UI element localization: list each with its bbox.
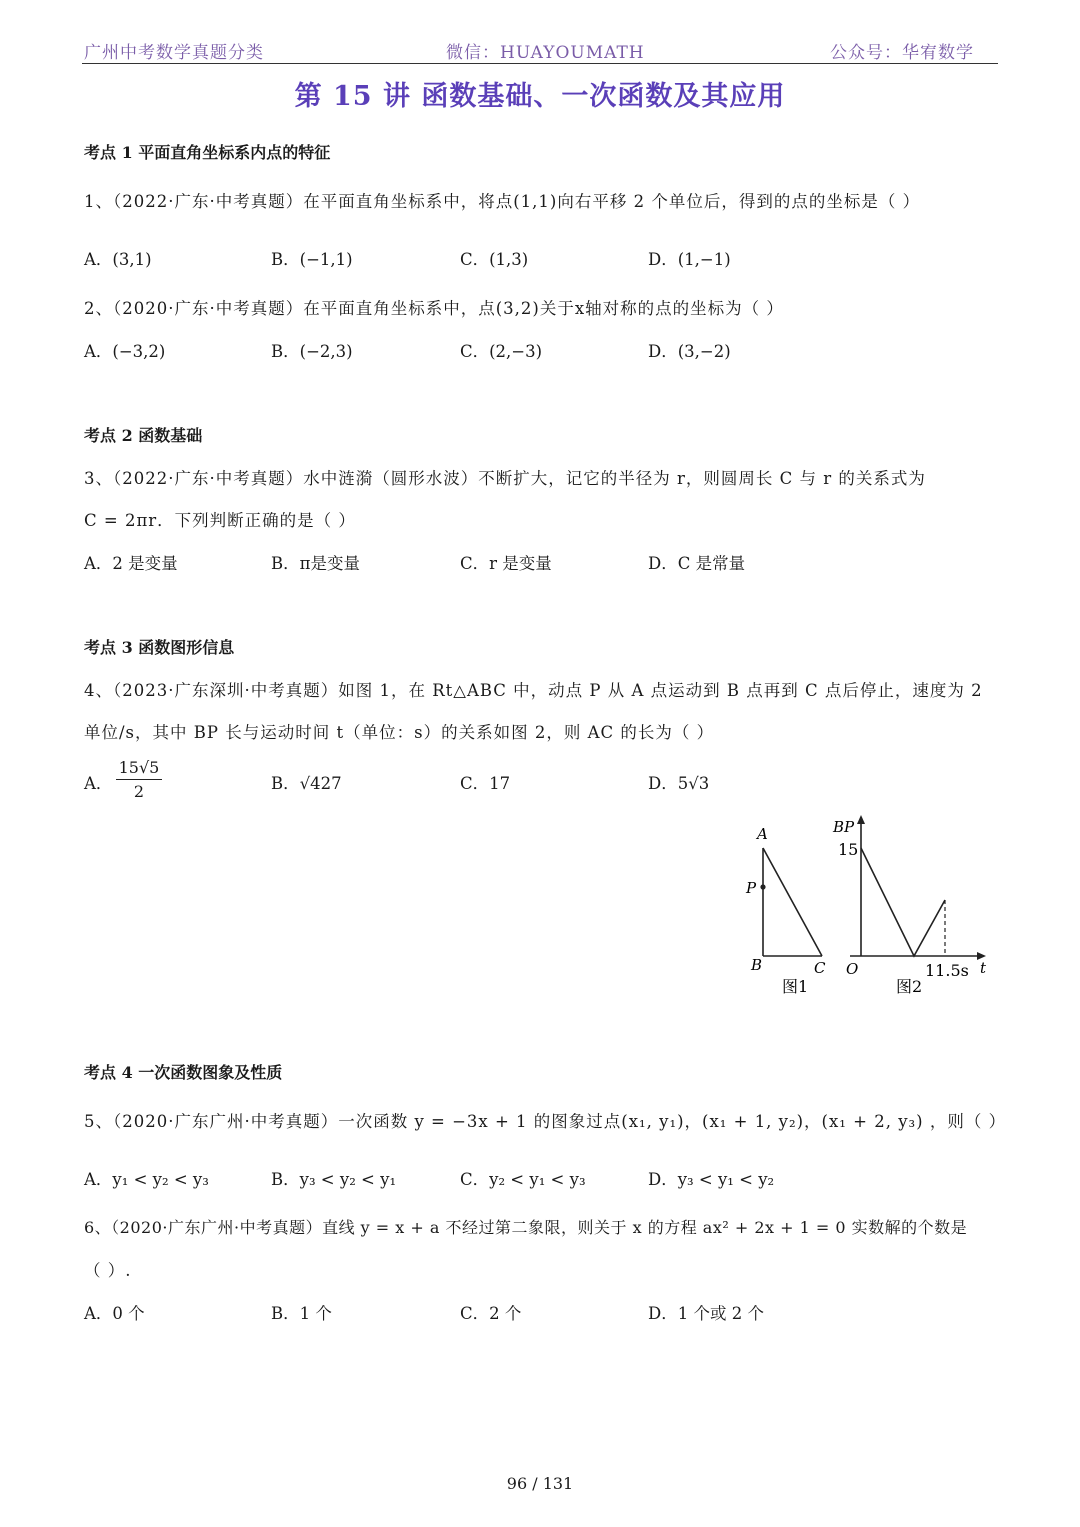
q5-option-d: D．y₃ < y₁ < y₂ (648, 1170, 775, 1189)
q6-option-b: B．1 个 (271, 1304, 332, 1323)
label-15: 15 (838, 840, 859, 859)
q4-option-a-label: A． (84, 774, 113, 793)
q3-option-b: B．π是变量 (271, 554, 360, 573)
q1-option-a: A．(3,1) (84, 250, 152, 269)
label-o: O (846, 960, 859, 978)
q4-option-b: B．√427 (271, 774, 342, 793)
q4-stem-line2: 单位/s，其中 BP 长与运动时间 t（单位：s）的关系如图 2，则 AC 的长为（ ） (84, 723, 715, 742)
q4-option-c: C．17 (460, 774, 511, 793)
section-1-heading: 考点 1 平面直角坐标系内点的特征 (84, 143, 331, 162)
label-11-5s: 11.5s (925, 961, 969, 980)
q5-option-b: B．y₃ < y₂ < y₁ (271, 1170, 397, 1189)
q4-stem-line1: 4、（2023·广东深圳·中考真题）如图 1，在 Rt△ABC 中，动点 P 从 A 点运动到 B 点再到 C 点后停止，速度为 2 (84, 681, 983, 700)
side-ac (763, 848, 822, 956)
label-c: C (814, 959, 826, 977)
section-4-heading: 考点 4 一次函数图象及性质 (84, 1063, 283, 1082)
section-3-heading: 考点 3 函数图形信息 (84, 638, 235, 657)
q2-option-b: B．(−2,3) (271, 342, 353, 361)
q2-stem: 2、（2020·广东·中考真题）在平面直角坐标系中，点(3,2)关于x轴对称的点的坐标为（ ） (84, 299, 784, 318)
page-number: 96 / 131 (506, 1474, 574, 1493)
q4-option-d: D．5√3 (648, 774, 710, 793)
label-bp: BP (833, 818, 855, 836)
fraction-numerator: 15√5 (116, 758, 162, 780)
figure-2-caption: 图2 (896, 977, 923, 996)
figure-2-graph (830, 810, 1000, 1000)
q1-option-b: B．(−1,1) (271, 250, 353, 269)
point-p (760, 884, 765, 889)
q5-option-c: C．y₂ < y₁ < y₃ (460, 1170, 586, 1189)
section-2-heading: 考点 2 函数基础 (84, 426, 203, 445)
q3-stem-line1: 3、（2022·广东·中考真题）水中涟漪（圆形水波）不断扩大，记它的半径为 r，则圆周长 C 与 r 的关系式为 (84, 469, 926, 488)
header-right: 公众号：华宥数学 (830, 43, 974, 63)
label-a: A (757, 825, 768, 843)
header-left: 广州中考数学真题分类 (84, 43, 264, 63)
figure-1-triangle (740, 820, 840, 1000)
q3-option-c: C．r 是变量 (460, 554, 552, 573)
header-center: 微信：HUAYOUMATH (446, 43, 645, 63)
q1-stem: 1、（2022·广东·中考真题）在平面直角坐标系中，将点(1,1)向右平移 2 个单位后，得到的点的坐标是（ ） (84, 192, 921, 211)
q2-option-d: D．(3,−2) (648, 342, 731, 361)
q1-option-d: D．(1,−1) (648, 250, 731, 269)
q3-stem-line2: C = 2πr．下列判断正确的是（ ） (84, 511, 356, 530)
fraction-denominator: 2 (133, 782, 145, 801)
page-title: 第 15 讲 函数基础、一次函数及其应用 (294, 81, 786, 112)
figure-1-caption: 图1 (782, 977, 809, 996)
label-p: P (746, 879, 757, 897)
q6-option-d: D．1 个或 2 个 (648, 1304, 764, 1323)
q3-option-a: A．2 是变量 (84, 554, 178, 573)
q2-option-c: C．(2,−3) (460, 342, 543, 361)
q2-option-a: A．(−3,2) (84, 342, 166, 361)
q4-option-a-fraction (116, 758, 162, 801)
label-t: t (980, 959, 987, 977)
q6-option-c: C．2 个 (460, 1304, 522, 1323)
header-divider (82, 63, 998, 64)
bp-curve (861, 848, 945, 956)
y-axis-arrow (857, 815, 865, 824)
q5-stem: 5、（2020·广东广州·中考真题）一次函数 y = −3x + 1 的图象过点(x₁, y₁)，(x₁ + 1, y₂)，(x₁ + 2, y₃) ，则（ ） (84, 1112, 1007, 1131)
label-b: B (751, 956, 763, 974)
q1-option-c: C．(1,3) (460, 250, 529, 269)
q6-stem-line1: 6、（2020·广东广州·中考真题）直线 y = x + a 不经过第二象限，则关于 x 的方程 ax² + 2x + 1 = 0 实数解的个数是 (84, 1218, 968, 1237)
q3-option-d: D．C 是常量 (648, 554, 746, 573)
q5-option-a: A．y₁ < y₂ < y₃ (84, 1170, 209, 1189)
q6-option-a: A．0 个 (84, 1304, 145, 1323)
q6-stem-line2: （ ）. (84, 1261, 132, 1280)
